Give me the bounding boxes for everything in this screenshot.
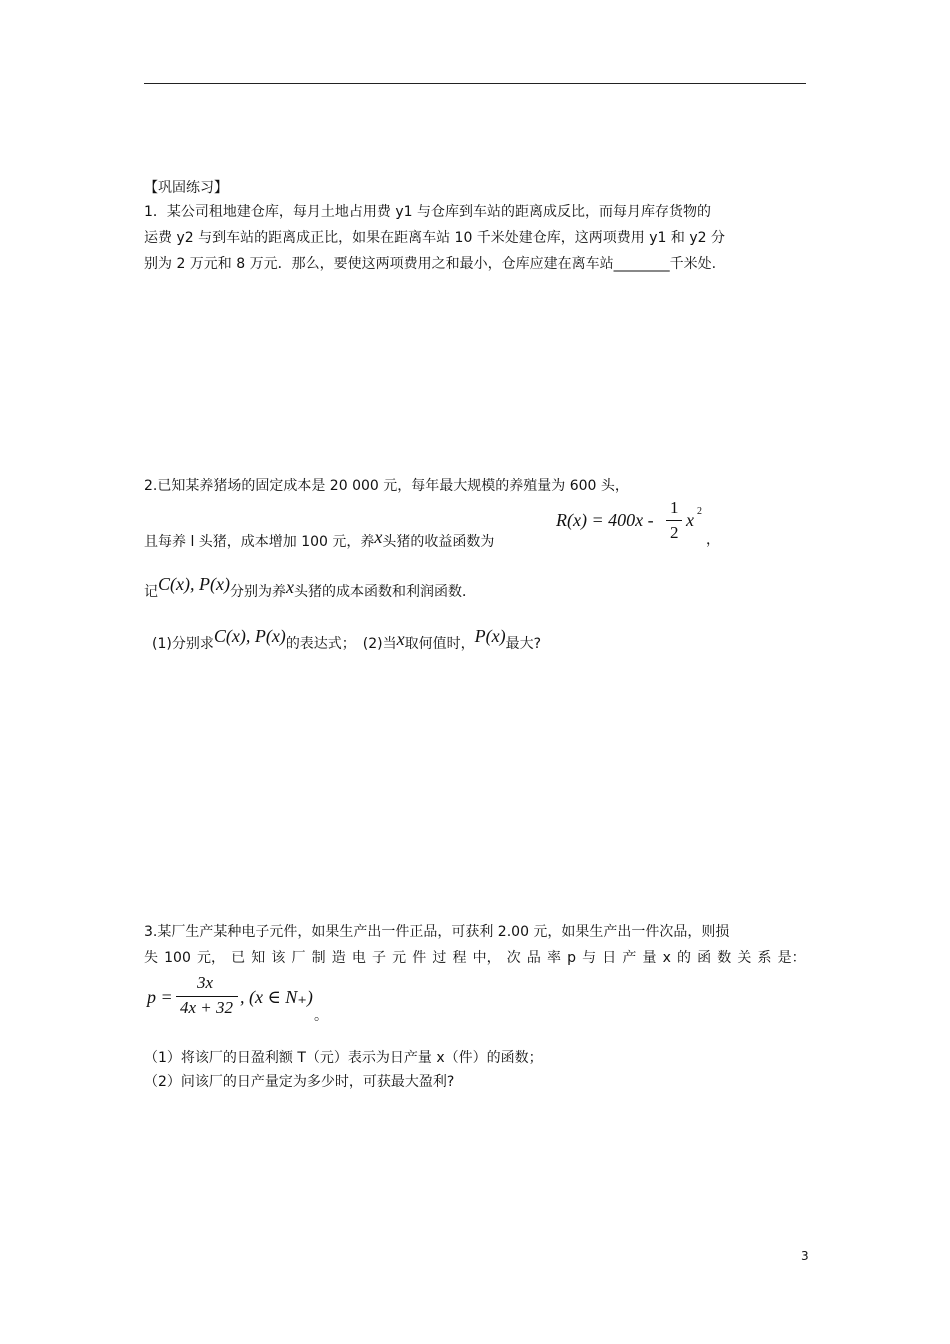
q3-line-2-token: 100: [164, 950, 191, 966]
q2-parts: [152, 626, 542, 654]
q3-line-2-token: 件: [412, 950, 427, 966]
q2-part-b: 的表达式； (2)当: [285, 636, 397, 652]
defect-rate-domain: , (x ∈ N₊): [240, 987, 313, 1007]
revenue-formula-numerator: 1: [670, 498, 679, 517]
q3-line-2-token: 数: [717, 950, 732, 966]
q2-line-3-a: 记: [144, 584, 158, 600]
header-rule: [144, 83, 806, 84]
defect-rate-lhs: p =: [147, 987, 173, 1007]
revenue-formula-x: x: [686, 510, 694, 530]
q2-line-3-b: 分别为养: [229, 584, 286, 600]
q3-line-1: 3.某厂生产某种电子元件，如果生产出一件正品，可获利 2.00 元，如果生产出一件次品，则损: [144, 924, 730, 940]
q1-line-1: 1．某公司租地建仓库，每月土地占用费 y1 与仓库到车站的距离成反比，而每月库存货物的: [144, 204, 711, 220]
q2-part-d: 最大?: [505, 636, 542, 652]
section-title: 【巩固练习】: [144, 180, 228, 196]
revenue-formula-denominator: 2: [670, 523, 679, 542]
q3-line-2-token: 该: [271, 950, 286, 966]
q3-line-2-token: 程: [452, 950, 467, 966]
q2-part-a: (1)分别求: [152, 636, 214, 652]
q2-part-x: x: [396, 629, 405, 649]
q3-line-2-token: 是：: [777, 950, 806, 966]
q2-line-2: [144, 527, 495, 552]
q3-line-2-token: p: [567, 950, 576, 966]
revenue-formula-lhs: R(x) = 400x -: [556, 510, 654, 530]
q1-line-3: 别为 2 万元和 8 万元．那么，要使这两项费用之和最小，仓库应建在离车站________千米处.: [144, 256, 717, 272]
q3-line-2-token: 过: [432, 950, 447, 966]
q3-line-2-token: 制: [311, 950, 326, 966]
q3-line-2-token: 率: [546, 950, 561, 966]
defect-rate-period: 。: [314, 1008, 328, 1024]
q2-part-c: 取何值时，: [404, 636, 475, 652]
q3-line-2-token: 关: [737, 950, 752, 966]
page-number: 3: [801, 1249, 809, 1263]
q3-line-2-token: 的: [677, 950, 692, 966]
q3-line-2-token: 知: [251, 950, 266, 966]
revenue-formula-exponent: 2: [697, 506, 702, 517]
q2-part-fn: C(x), P(x): [213, 626, 286, 646]
q3-line-2-token: 次: [506, 950, 521, 966]
q3-line-2-token: x: [662, 950, 671, 966]
q3-line-2-token: 中，: [472, 950, 501, 966]
q3-line-2-token: 失: [144, 950, 158, 966]
q3-sub-1: （1）将该厂的日盈利额 T（元）表示为日产量 x（件）的函数；: [144, 1050, 543, 1066]
defect-rate-denominator: 4x + 32: [180, 998, 234, 1017]
revenue-formula-bar: [666, 520, 682, 521]
q2-cost-profit-fn: C(x), P(x): [158, 574, 230, 594]
q3-line-2-token: 厂: [291, 950, 306, 966]
defect-rate-bar: [176, 996, 238, 997]
q2-line-2-b: 头猪的收益函数为: [382, 534, 495, 550]
q3-line-2-token: 电: [351, 950, 366, 966]
q3-line-2-token: 系: [757, 950, 772, 966]
q3-line-2-token: 品: [526, 950, 541, 966]
revenue-formula-comma: ，: [706, 532, 720, 548]
q2-line-2-a: 且每养 l 头猪，成本增加 100 元，养: [144, 534, 375, 550]
defect-rate-numerator: 3x: [197, 973, 214, 992]
q2-var-x-2: x: [285, 577, 294, 597]
q2-var-x: x: [374, 527, 383, 547]
q3-line-2-token: 产: [622, 950, 637, 966]
q3-line-2-token: 元，: [196, 950, 225, 966]
q3-line-2-token: 日: [602, 950, 617, 966]
q2-part-P: P(x): [474, 626, 506, 646]
q2-line-1: 2.已知某养猪场的固定成本是 20 000 元，每年最大规模的养殖量为 600 头，: [144, 478, 629, 494]
q3-line-2-token: 已: [231, 950, 246, 966]
q3-line-2-token: 函: [697, 950, 712, 966]
q3-line-2-token: 造: [331, 950, 346, 966]
q1-line-2: 运费 y2 与到车站的距离成正比，如果在距离车站 10 千米处建仓库，这两项费用 y1 和 y2 分: [144, 230, 725, 246]
q2-line-3-c: 头猪的成本函数和利润函数．: [293, 584, 476, 600]
q3-line-2-token: 量: [642, 950, 657, 966]
q3-line-2-token: 元: [392, 950, 407, 966]
q3-sub-2: （2）问该厂的日产量定为多少时，可获最大盈利?: [144, 1074, 455, 1090]
q3-line-2: [144, 948, 806, 968]
q2-line-3: [144, 574, 476, 602]
q3-line-2-token: 与: [582, 950, 597, 966]
q3-line-2-token: 子: [371, 950, 386, 966]
